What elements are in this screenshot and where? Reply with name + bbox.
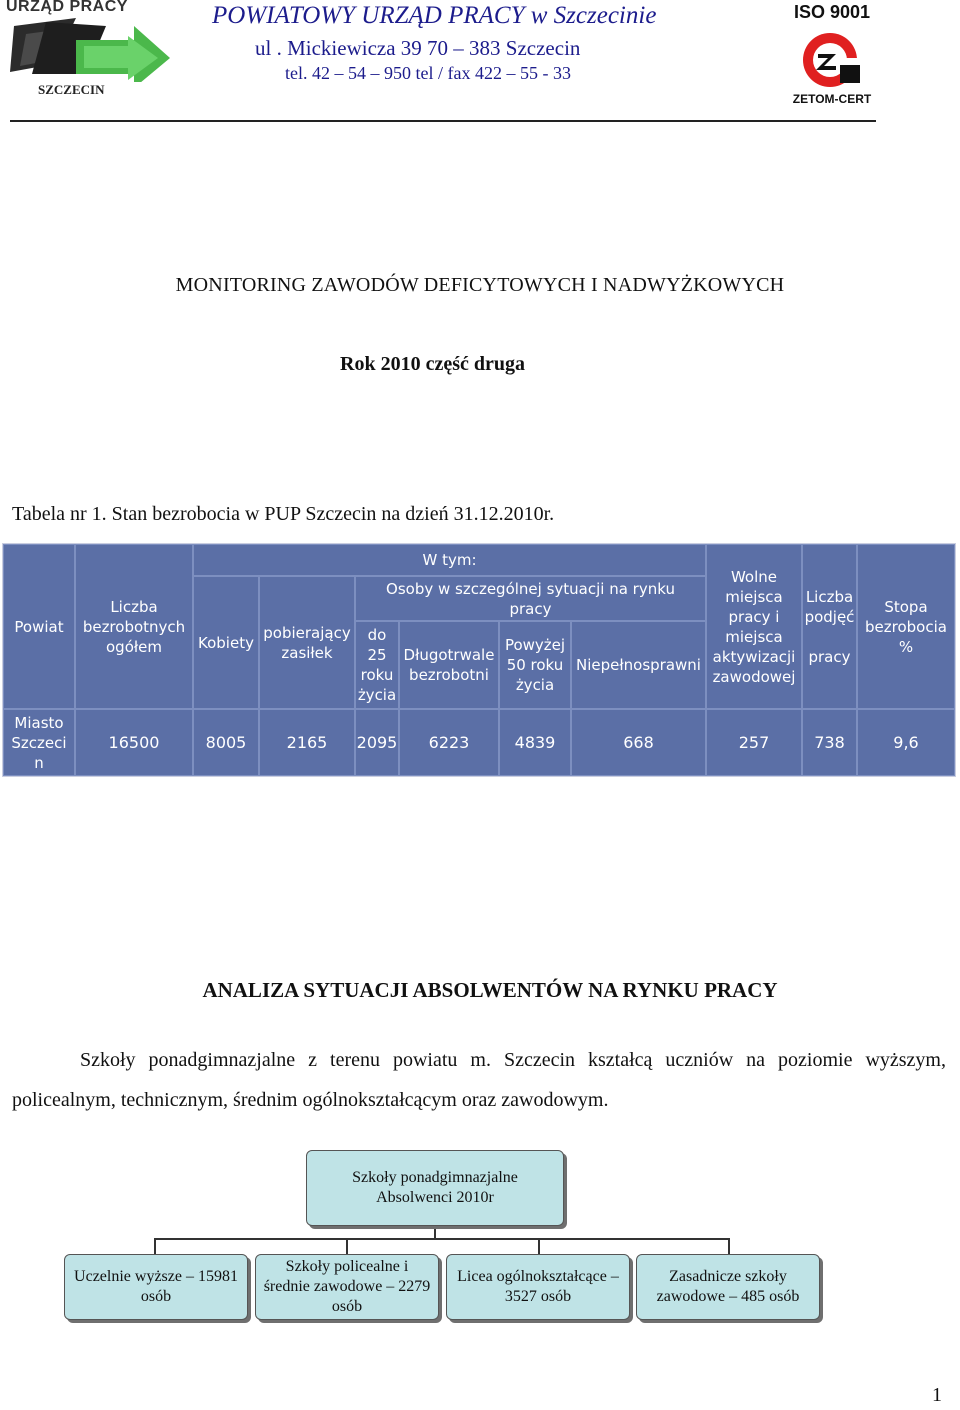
office-phone: tel. 42 – 54 – 950 tel / fax 422 – 55 - 33 — [285, 63, 571, 83]
header-do-25: do 25 roku życia — [355, 621, 399, 709]
row-liczba: 16500 — [75, 709, 193, 776]
header-stopa-bezrobocia: Stopa bezrobocia % — [857, 544, 955, 709]
logo-title: URZĄD PRACY — [6, 0, 128, 15]
diagram-box-policealne: Szkoły policealne i średnie zawodowe – 2279 osób — [255, 1254, 439, 1320]
diagram-box-licea: Licea ogólnokształcące – 3527 osób — [446, 1254, 630, 1320]
table-caption: Tabela nr 1. Stan bezrobocia w PUP Szczecin na dzień 31.12.2010r. — [12, 503, 555, 525]
row-wolne-miejsca: 257 — [706, 709, 802, 776]
row-powiat: Miasto Szczeci n — [3, 709, 75, 776]
header-wolne-miejsca: Wolne miejsca pracy i miejsca aktywizacji zawodowej — [706, 544, 802, 709]
page-number: 1 — [932, 1384, 942, 1406]
unemployment-table — [2, 543, 956, 777]
document-subtitle: Rok 2010 część druga — [340, 353, 525, 375]
diagram-box-zasadnicze: Zasadnicze szkoły zawodowe – 485 osób — [636, 1254, 820, 1320]
row-dlugotrwale: 6223 — [399, 709, 499, 776]
diagram-connector — [538, 1238, 540, 1254]
header-dlugotrwale: Długotrwale bezrobotni — [399, 621, 499, 709]
header-zasilek: pobierający zasiłek — [259, 576, 355, 709]
header-w-tym: W tym: — [193, 544, 706, 576]
analysis-paragraph: Szkoły ponadgimnazjalne z terenu powiatu m. Szczecin kształcą uczniów na poziomie wyższym, policealnym, technicznym, średnim ogólnokształcącym oraz zawodowym. — [12, 1049, 946, 1111]
header-divider — [10, 120, 876, 122]
diagram-connector — [346, 1238, 348, 1254]
row-powyzej-50: 4839 — [499, 709, 571, 776]
diagram-connector — [154, 1238, 728, 1240]
row-do-25: 2095 — [355, 709, 399, 776]
header-powiat: Powiat — [3, 544, 75, 709]
header-kobiety: Kobiety — [193, 576, 259, 709]
row-stopa: 9,6 — [857, 709, 955, 776]
header-powyzej-50: Powyżej 50 roku życia — [499, 621, 571, 709]
iso-title: ISO 9001 — [793, 2, 871, 22]
diagram-root-box: Szkoły ponadgimnazjalne Absolwenci 2010r — [306, 1150, 564, 1226]
header-niepelnosprawni: Niepełnosprawni — [571, 621, 706, 709]
diagram-connector — [728, 1238, 730, 1254]
header-osoby-szczegolnej: Osoby w szczególnej sytuacji na rynku pracy — [355, 576, 706, 621]
logo-city: SZCZECIN — [38, 82, 105, 97]
diagram-connector — [154, 1238, 156, 1254]
diagram-box-uczelnie: Uczelnie wyższe – 15981 osób — [64, 1254, 248, 1320]
row-kobiety: 8005 — [193, 709, 259, 776]
analysis-heading: ANALIZA SYTUACJI ABSOLWENTÓW NA RYNKU PRACY — [202, 978, 778, 1002]
header-liczba-bezrobotnych: Liczba bezrobotnych ogółem — [75, 544, 193, 709]
row-liczba-podjec: 738 — [802, 709, 857, 776]
document-title: MONITORING ZAWODÓW DEFICYTOWYCH I NADWYŻKOWYCH — [175, 274, 785, 296]
letterhead — [0, 0, 960, 128]
iso-cert-name: ZETOM-CERT — [792, 92, 872, 106]
row-zasilek: 2165 — [259, 709, 355, 776]
header-liczba-podjec: Liczba podjęć pracy — [802, 544, 857, 709]
row-niepelnosprawni: 668 — [571, 709, 706, 776]
office-address: ul . Mickiewicza 39 70 – 383 Szczecin — [255, 36, 581, 60]
office-name: POWIATOWY URZĄD PRACY w Szczecinie — [212, 2, 657, 29]
